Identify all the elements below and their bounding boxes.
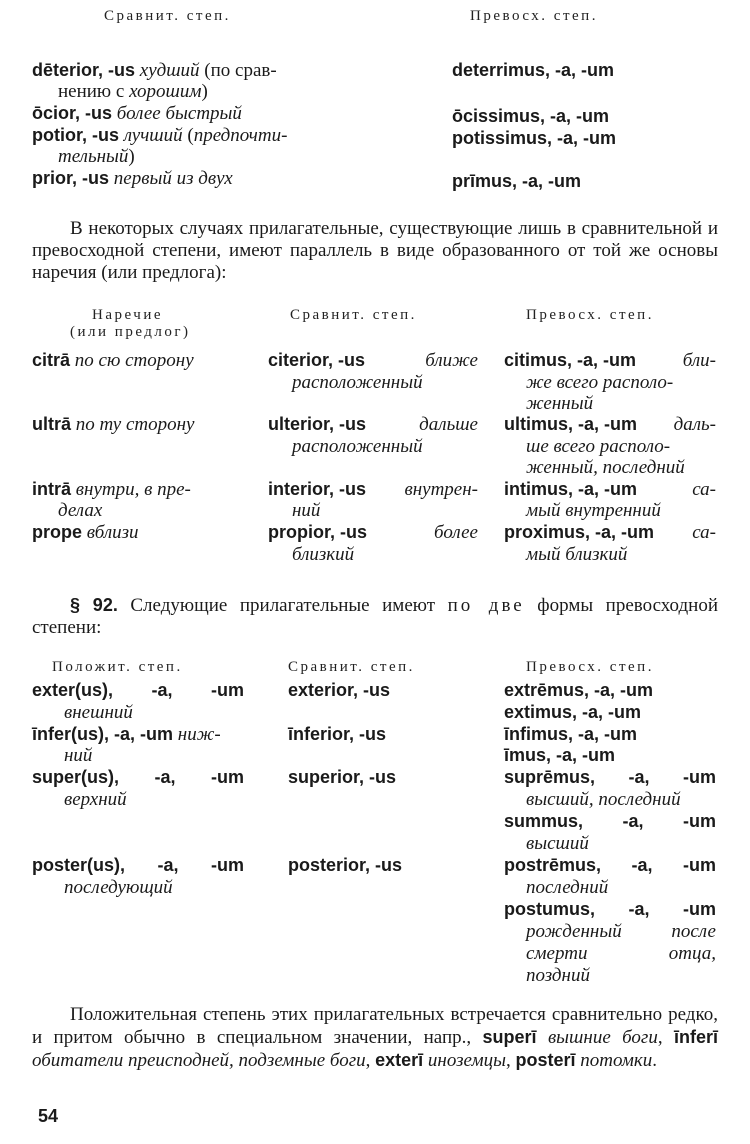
translation: более быстрый	[116, 103, 242, 124]
sup-postremus-tr: последний	[526, 877, 609, 898]
translation: ниж-	[177, 724, 221, 745]
sup-intimus	[504, 479, 716, 500]
latin-word: prior, -us	[32, 168, 110, 188]
text: Положительная степень этих прилагательных встречается сравнительно редко, и притом обычно в специальном значении, напр.,	[32, 1004, 718, 1048]
pos-exter: exter(us), -a, -um	[32, 680, 244, 700]
translation: тельный	[58, 146, 129, 167]
sup-ultimus-tr2: ше всего располо-	[526, 436, 671, 457]
header-superlative-2: Превосх. степ.	[526, 307, 654, 323]
page-number: 54	[38, 1106, 59, 1126]
latin-word: interior, -us	[268, 479, 367, 499]
translation: лучший	[123, 125, 183, 146]
sup-imus: īmus, -a, -um	[504, 745, 616, 765]
comp-propior	[268, 522, 478, 543]
text: нению с	[58, 81, 130, 102]
text: )	[128, 146, 135, 167]
sup-supremus: suprēmus, -a, -um	[504, 767, 716, 787]
translation: первый из двух	[113, 168, 233, 189]
latin-word: īnferī	[673, 1027, 718, 1047]
comp-citerior	[268, 350, 478, 371]
adverb-intra-tr2: делах	[58, 500, 103, 521]
comp-citerior-tr: расположенный	[292, 372, 423, 393]
entry-deterior-cont	[58, 81, 208, 102]
sup-extimus: extimus, -a, -um	[504, 702, 642, 722]
entry-prior	[32, 168, 233, 189]
sup-infimus: īnfimus, -a, -um	[504, 724, 638, 744]
sup-primus: prīmus, -a, -um	[452, 171, 582, 191]
translation: са-	[692, 522, 716, 543]
text: ,	[365, 1050, 376, 1071]
paragraph-section-92	[32, 594, 718, 639]
comp-posterior: posterior, -us	[288, 855, 403, 875]
header-superlative-3: Превосх. степ.	[526, 659, 654, 675]
pos-poster-tr: последующий	[64, 877, 173, 898]
translation: бли-	[682, 350, 716, 371]
sup-proximus-tr2: мый близкий	[526, 544, 628, 565]
adverb-intra	[32, 479, 244, 500]
translation: более	[434, 522, 478, 543]
sup-postumus-tr1: рожденный после	[526, 921, 716, 942]
latin-word: superī	[482, 1027, 537, 1047]
comp-ulterior-tr: расположенный	[292, 436, 423, 457]
sup-citimus-tr2: же всего располо-	[526, 372, 674, 393]
sup-summus-tr: высший	[526, 833, 589, 854]
latin-word: citerior, -us	[268, 350, 366, 370]
latin-word: ultimus, -a, -um	[504, 414, 638, 434]
latin-word: proximus, -a, -um	[504, 522, 655, 542]
latin-word: ultrā	[32, 414, 72, 434]
paragraph-conclusion	[32, 1004, 718, 1072]
entry-potior-cont	[58, 146, 135, 167]
latin-word: exterī	[375, 1050, 424, 1070]
pos-poster: poster(us), -a, -um	[32, 855, 244, 875]
translation: потомки	[575, 1050, 653, 1071]
latin-word: ōcior, -us	[32, 103, 113, 123]
translation: предпочти-	[193, 125, 288, 146]
adverb-citra	[32, 350, 194, 371]
latin-word: citimus, -a, -um	[504, 350, 637, 370]
latin-word: posterī	[515, 1050, 576, 1070]
translation: внутри, в пре-	[75, 479, 191, 500]
header-positive: Положит. степ.	[52, 659, 183, 675]
header-comparative-2: Сравнит. степ.	[290, 307, 417, 323]
translation: худший	[139, 60, 200, 81]
latin-word: prope	[32, 522, 83, 542]
translation: обитатели преисподней, подземные боги	[32, 1050, 366, 1071]
pos-infer-tr2: ний	[64, 745, 93, 766]
entry-deterior	[32, 60, 277, 81]
text: )	[201, 81, 208, 102]
latin-word: potior, -us	[32, 125, 119, 145]
latin-word: citrā	[32, 350, 71, 370]
sup-postumus-tr3: поздний	[526, 965, 590, 986]
text: ,	[505, 1050, 516, 1071]
text: (по срав-	[199, 60, 277, 81]
sup-potissimus: potissimus, -a, -um	[452, 128, 617, 148]
comp-ulterior	[268, 414, 478, 435]
comp-interior	[268, 479, 478, 500]
comp-exterior: exterior, -us	[288, 680, 391, 700]
entry-potior	[32, 125, 287, 146]
translation: по ту сторону	[75, 414, 195, 435]
paragraph-intro: В некоторых случаях прилагательные, существующие лишь в сравнительной и превосходной степени, имеют параллель в виде образованного от той же основы наречия (или предлога):	[32, 218, 718, 283]
sup-extremus: extrēmus, -a, -um	[504, 680, 654, 700]
sup-citimus	[504, 350, 716, 371]
latin-word: propior, -us	[268, 522, 367, 542]
text: формы превосходной степени:	[32, 595, 718, 638]
translation: вышние боги	[536, 1027, 658, 1048]
pos-super-tr: верхний	[64, 789, 127, 810]
latin-word: īnfer(us), -a, -um	[32, 724, 174, 744]
comp-propior-tr: близкий	[292, 544, 355, 565]
translation: даль-	[673, 414, 716, 435]
translation: ближе	[425, 350, 478, 371]
entry-ocior	[32, 103, 242, 124]
header-superlative: Превосх. степ.	[470, 8, 598, 24]
sup-summus: summus, -a, -um	[504, 811, 716, 831]
latin-word: intrā	[32, 479, 72, 499]
latin-word: intimus, -a, -um	[504, 479, 638, 499]
emphasis: по две	[447, 595, 525, 616]
translation: внутрен-	[404, 479, 478, 500]
sup-postumus-tr2: смерти отца,	[526, 943, 716, 964]
sup-postremus: postrēmus, -a, -um	[504, 855, 716, 875]
pos-infer	[32, 724, 244, 745]
sup-intimus-tr2: мый внутренний	[526, 500, 661, 521]
translation: хорошим	[129, 81, 202, 102]
translation: са-	[692, 479, 716, 500]
sup-ultimus-tr3: женный, последний	[526, 457, 685, 478]
sup-citimus-tr3: женный	[526, 393, 594, 414]
translation: дальше	[419, 414, 478, 435]
header-adverb: Наречие	[92, 307, 164, 323]
adverb-ultra	[32, 414, 194, 435]
sup-ultimus	[504, 414, 716, 435]
sup-supremus-tr: высший, последний	[526, 789, 681, 810]
text: (	[182, 125, 194, 146]
latin-word: ulterior, -us	[268, 414, 367, 434]
translation: по сю сторону	[74, 350, 194, 371]
adverb-prope	[32, 522, 139, 543]
translation: иноземцы	[423, 1050, 506, 1071]
comp-interior-tr: ний	[292, 500, 321, 521]
section-number: § 92.	[70, 595, 118, 615]
text: ,	[657, 1027, 674, 1048]
header-adverb-sub: (или предлог)	[70, 324, 191, 340]
text: Следующие прилагательные имеют	[117, 595, 448, 616]
text: .	[652, 1050, 657, 1071]
pos-exter-tr: внешний	[64, 702, 133, 723]
latin-word: dēterior, -us	[32, 60, 136, 80]
pos-super: super(us), -a, -um	[32, 767, 244, 787]
sup-deterrimus: deterrimus, -a, -um	[452, 60, 615, 80]
sup-ocissimus: ōcissimus, -a, -um	[452, 106, 610, 126]
header-comparative: Сравнит. степ.	[104, 8, 231, 24]
comp-superior: superior, -us	[288, 767, 397, 787]
translation: вблизи	[86, 522, 139, 543]
sup-postumus: postumus, -a, -um	[504, 899, 716, 919]
header-comparative-3: Сравнит. степ.	[288, 659, 415, 675]
sup-proximus	[504, 522, 716, 543]
comp-inferior: īnferior, -us	[288, 724, 387, 744]
